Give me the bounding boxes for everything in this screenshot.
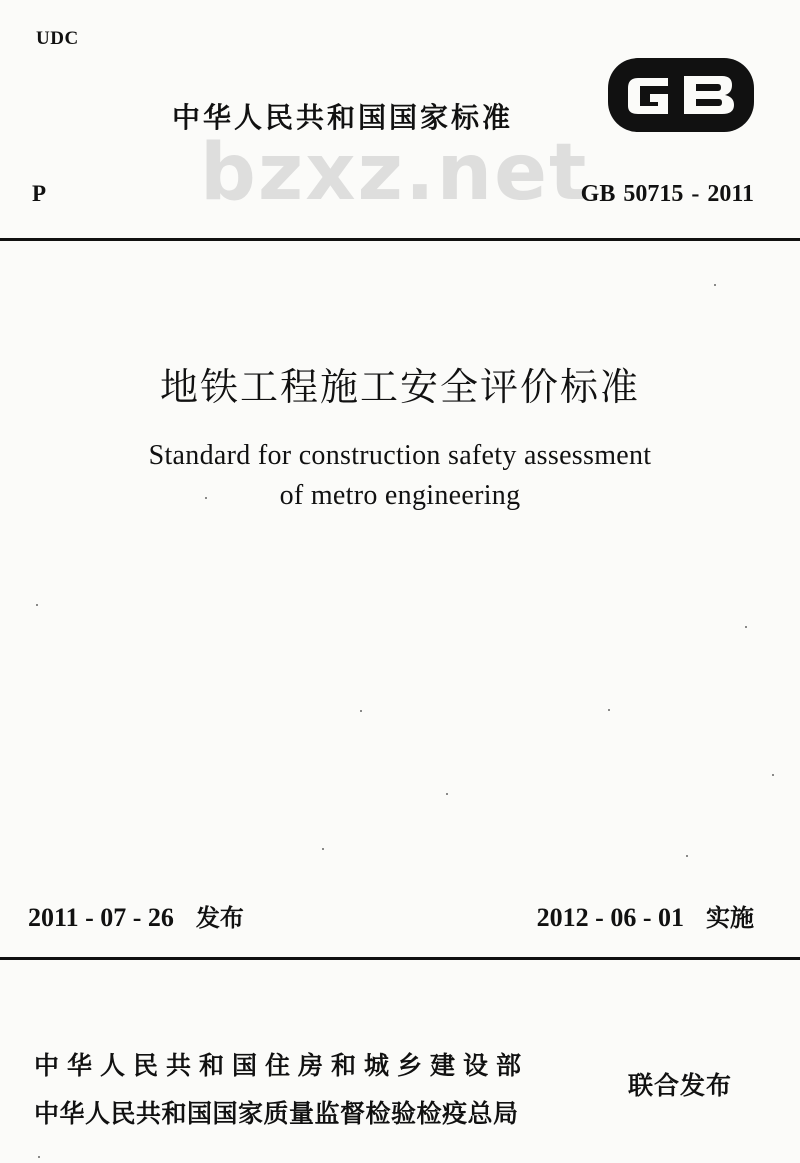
scan-speck	[322, 848, 324, 850]
gb-logo	[606, 56, 756, 134]
issuer-ministry: 中华人民共和国住房和城乡建设部	[34, 1051, 530, 1080]
scan-speck	[772, 774, 774, 776]
scan-speck	[36, 604, 38, 606]
scan-speck	[446, 793, 448, 795]
bottom-divider	[0, 957, 800, 960]
scan-speck	[205, 497, 207, 499]
national-standard-heading: 中华人民共和国国家标准	[172, 101, 514, 134]
issuing-authorities	[34, 1042, 529, 1138]
effective-date: 2012 - 06 - 01	[536, 903, 684, 932]
issue-date-block	[28, 898, 244, 933]
scan-speck	[360, 710, 362, 712]
issue-label: 发布	[195, 904, 244, 932]
effective-date-block	[537, 898, 754, 933]
scan-speck	[745, 626, 747, 628]
title-chinese: 地铁工程施工安全评价标准	[159, 365, 640, 409]
title-english-line-2: of metro engineering	[279, 480, 521, 511]
scan-speck	[608, 709, 610, 711]
effective-label: 实施	[706, 904, 754, 932]
standard-code: GB 50715 - 2011	[580, 181, 754, 207]
issuer-aqsiq: 中华人民共和国国家质量监督检验检疫总局	[34, 1099, 519, 1128]
scan-speck	[714, 284, 716, 286]
category-label: P	[32, 181, 47, 206]
scan-speck	[686, 855, 688, 857]
title-english-line-1: Standard for construction safety assessment	[148, 440, 652, 471]
watermark: bzxz.net	[200, 128, 589, 218]
top-divider	[0, 238, 800, 241]
udc-label: UDC	[36, 28, 79, 49]
title-english	[0, 436, 800, 516]
issue-date: 2011 - 07 - 26	[28, 903, 174, 932]
joint-issue-label: 联合发布	[628, 1071, 733, 1100]
scan-speck	[38, 1156, 40, 1158]
